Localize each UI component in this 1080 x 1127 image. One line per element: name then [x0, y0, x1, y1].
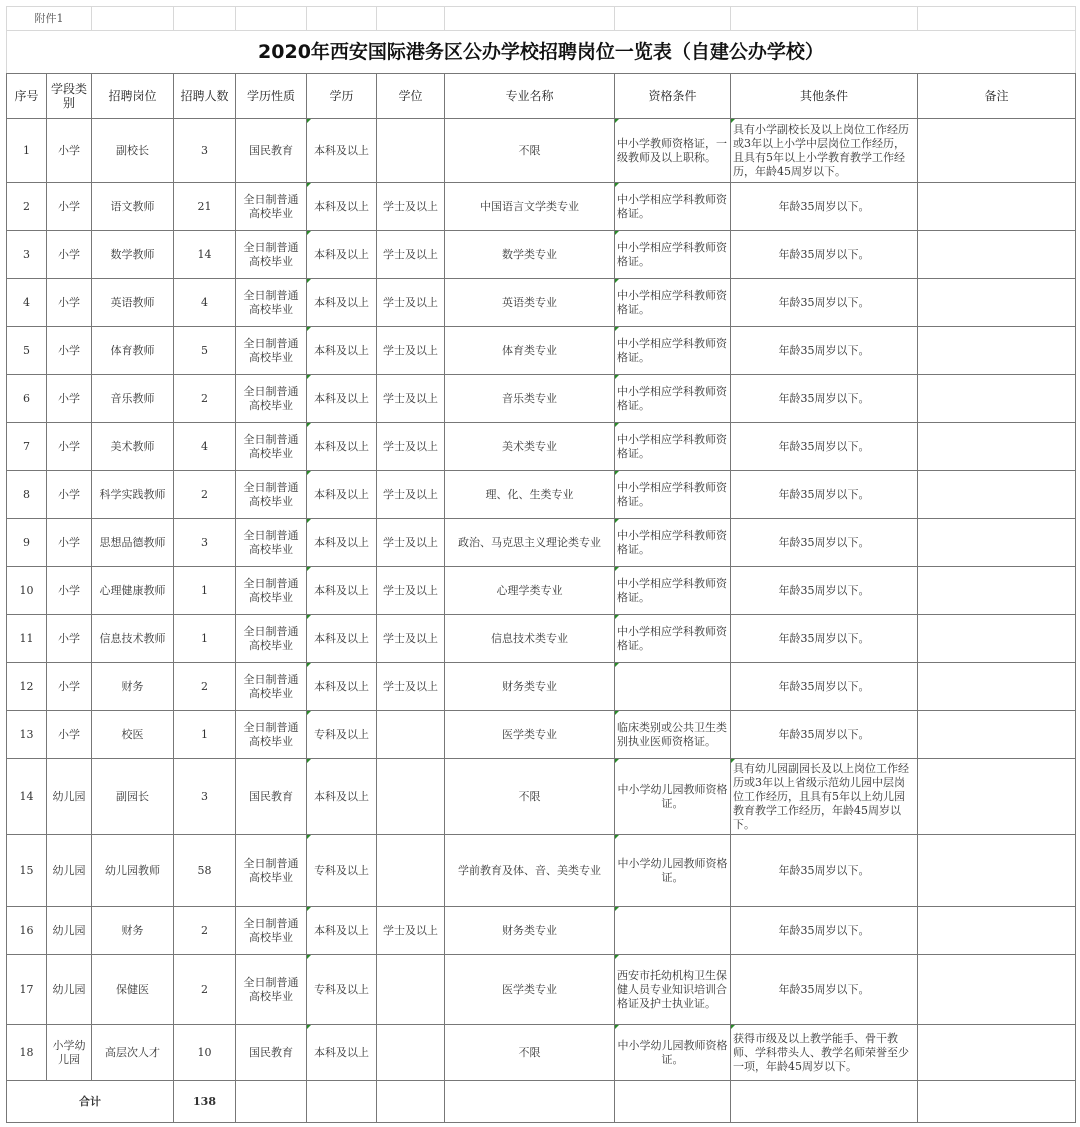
- cell-other-conditions: 年龄35周岁以下。: [731, 567, 918, 615]
- cell-education: 本科及以上: [307, 907, 377, 955]
- cell-degree: 学士及以上: [377, 663, 445, 711]
- cell-degree: 学士及以上: [377, 375, 445, 423]
- cell-major: 不限: [445, 119, 615, 183]
- cell-qualification: 中小学相应学科教师资格证。: [615, 519, 731, 567]
- cell-index: 10: [7, 567, 47, 615]
- table-row: [7, 375, 1076, 423]
- cell-position: 英语教师: [92, 279, 174, 327]
- cell-position: 保健医: [92, 955, 174, 1025]
- cell-education: 本科及以上: [307, 471, 377, 519]
- cell-qualification: 中小学相应学科教师资格证。: [615, 375, 731, 423]
- cell-major: 财务类专业: [445, 663, 615, 711]
- cell-qualification: 中小学相应学科教师资格证。: [615, 231, 731, 279]
- cell-qualification: 临床类别或公共卫生类别执业医师资格证。: [615, 711, 731, 759]
- cell-stage: 小学: [47, 663, 92, 711]
- cell-education: 本科及以上: [307, 327, 377, 375]
- cell-major: 心理学类专业: [445, 567, 615, 615]
- cell-stage: 小学: [47, 471, 92, 519]
- cell-other-conditions: 年龄35周岁以下。: [731, 327, 918, 375]
- table-row: [7, 759, 1076, 835]
- cell-position: 财务: [92, 663, 174, 711]
- cell-position: 思想品德教师: [92, 519, 174, 567]
- cell-count: 4: [174, 423, 236, 471]
- cell-edu-type: 全日制普通高校毕业: [236, 471, 307, 519]
- cell-edu-type: 全日制普通高校毕业: [236, 711, 307, 759]
- cell-index: 2: [7, 183, 47, 231]
- cell-remarks: [918, 279, 1076, 327]
- cell-remarks: [918, 231, 1076, 279]
- cell-remarks: [918, 1025, 1076, 1081]
- cell-other-conditions: 年龄35周岁以下。: [731, 519, 918, 567]
- cell-remarks: [918, 471, 1076, 519]
- cell-other-conditions: 年龄35周岁以下。: [731, 955, 918, 1025]
- cell-degree: 学士及以上: [377, 471, 445, 519]
- cell-education: 本科及以上: [307, 567, 377, 615]
- cell-edu-type: 国民教育: [236, 759, 307, 835]
- cell-count: 1: [174, 567, 236, 615]
- column-header: 学位: [377, 74, 445, 119]
- column-header: 备注: [918, 74, 1076, 119]
- cell-education: 本科及以上: [307, 423, 377, 471]
- cell-other-conditions: 年龄35周岁以下。: [731, 375, 918, 423]
- cell-index: 14: [7, 759, 47, 835]
- cell-count: 3: [174, 119, 236, 183]
- cell-edu-type: 全日制普通高校毕业: [236, 231, 307, 279]
- table-row: [7, 423, 1076, 471]
- cell-edu-type: 国民教育: [236, 1025, 307, 1081]
- cell-major: 理、化、生类专业: [445, 471, 615, 519]
- cell-count: 21: [174, 183, 236, 231]
- cell-stage: 小学: [47, 375, 92, 423]
- table-row: [7, 231, 1076, 279]
- cell-position: 数学教师: [92, 231, 174, 279]
- total-label: 合计: [7, 1081, 174, 1123]
- empty-cell: [445, 1081, 615, 1123]
- cell-position: 美术教师: [92, 423, 174, 471]
- table-row: [7, 907, 1076, 955]
- total-value: 138: [174, 1081, 236, 1123]
- cell-position: 信息技术教师: [92, 615, 174, 663]
- cell-remarks: [918, 519, 1076, 567]
- cell-position: 科学实践教师: [92, 471, 174, 519]
- cell-stage: 小学: [47, 183, 92, 231]
- cell-remarks: [918, 663, 1076, 711]
- cell-count: 58: [174, 835, 236, 907]
- cell-major: 中国语言文学类专业: [445, 183, 615, 231]
- cell-major: 不限: [445, 1025, 615, 1081]
- recruitment-table: [6, 6, 1076, 1123]
- cell-qualification: 中小学幼儿园教师资格证。: [615, 835, 731, 907]
- cell-stage: 小学: [47, 519, 92, 567]
- cell-education: 专科及以上: [307, 835, 377, 907]
- cell-degree: [377, 835, 445, 907]
- cell-count: 3: [174, 519, 236, 567]
- cell-other-conditions: 年龄35周岁以下。: [731, 663, 918, 711]
- table-row: [7, 119, 1076, 183]
- cell-stage: 幼儿园: [47, 835, 92, 907]
- column-header: 招聘岗位: [92, 74, 174, 119]
- cell-position: 语文教师: [92, 183, 174, 231]
- cell-position: 财务: [92, 907, 174, 955]
- cell-education: 本科及以上: [307, 519, 377, 567]
- cell-index: 8: [7, 471, 47, 519]
- cell-index: 5: [7, 327, 47, 375]
- cell-remarks: [918, 567, 1076, 615]
- cell-index: 3: [7, 231, 47, 279]
- cell-edu-type: 全日制普通高校毕业: [236, 183, 307, 231]
- cell-remarks: [918, 375, 1076, 423]
- cell-major: 医学类专业: [445, 711, 615, 759]
- table-row: [7, 835, 1076, 907]
- cell-count: 14: [174, 231, 236, 279]
- cell-education: 本科及以上: [307, 663, 377, 711]
- cell-remarks: [918, 119, 1076, 183]
- cell-stage: 小学: [47, 327, 92, 375]
- cell-degree: [377, 119, 445, 183]
- cell-other-conditions: 年龄35周岁以下。: [731, 183, 918, 231]
- cell-remarks: [918, 327, 1076, 375]
- cell-position: 副园长: [92, 759, 174, 835]
- cell-position: 高层次人才: [92, 1025, 174, 1081]
- cell-edu-type: 全日制普通高校毕业: [236, 375, 307, 423]
- cell-stage: 小学: [47, 567, 92, 615]
- cell-other-conditions: 年龄35周岁以下。: [731, 471, 918, 519]
- table-row: [7, 615, 1076, 663]
- cell-degree: 学士及以上: [377, 279, 445, 327]
- cell-degree: [377, 1025, 445, 1081]
- column-header: 学段类别: [47, 74, 92, 119]
- cell-qualification: 中小学相应学科教师资格证。: [615, 567, 731, 615]
- column-header: 招聘人数: [174, 74, 236, 119]
- cell-count: 2: [174, 955, 236, 1025]
- cell-remarks: [918, 955, 1076, 1025]
- cell-count: 1: [174, 711, 236, 759]
- cell-major: 英语类专业: [445, 279, 615, 327]
- cell-count: 5: [174, 327, 236, 375]
- cell-stage: 幼儿园: [47, 759, 92, 835]
- cell-major: 政治、马克思主义理论类专业: [445, 519, 615, 567]
- cell-stage: 小学: [47, 423, 92, 471]
- cell-major: 美术类专业: [445, 423, 615, 471]
- cell-degree: [377, 759, 445, 835]
- cell-count: 2: [174, 375, 236, 423]
- cell-index: 13: [7, 711, 47, 759]
- cell-edu-type: 全日制普通高校毕业: [236, 663, 307, 711]
- cell-remarks: [918, 615, 1076, 663]
- cell-edu-type: 全日制普通高校毕业: [236, 615, 307, 663]
- cell-qualification: [615, 663, 731, 711]
- cell-major: 财务类专业: [445, 907, 615, 955]
- column-header: 资格条件: [615, 74, 731, 119]
- cell-major: 体育类专业: [445, 327, 615, 375]
- empty-cell: [377, 1081, 445, 1123]
- total-row: [7, 1081, 1076, 1123]
- cell-degree: 学士及以上: [377, 519, 445, 567]
- cell-index: 12: [7, 663, 47, 711]
- cell-position: 副校长: [92, 119, 174, 183]
- cell-education: 本科及以上: [307, 759, 377, 835]
- cell-other-conditions: 具有小学副校长及以上岗位工作经历或3年以上小学中层岗位工作经历，且具有5年以上小学教育教学工作经历，年龄45周岁以下。: [731, 119, 918, 183]
- cell-count: 2: [174, 471, 236, 519]
- cell-index: 16: [7, 907, 47, 955]
- cell-remarks: [918, 711, 1076, 759]
- cell-degree: 学士及以上: [377, 907, 445, 955]
- cell-stage: 小学: [47, 279, 92, 327]
- cell-education: 本科及以上: [307, 231, 377, 279]
- header-row: [7, 74, 1076, 119]
- cell-degree: [377, 711, 445, 759]
- empty-cell: [918, 1081, 1076, 1123]
- cell-edu-type: 全日制普通高校毕业: [236, 327, 307, 375]
- cell-stage: 小学幼儿园: [47, 1025, 92, 1081]
- cell-stage: 小学: [47, 615, 92, 663]
- cell-qualification: 中小学相应学科教师资格证。: [615, 183, 731, 231]
- cell-qualification: 中小学教师资格证，一级教师及以上职称。: [615, 119, 731, 183]
- cell-degree: [377, 955, 445, 1025]
- cell-count: 10: [174, 1025, 236, 1081]
- cell-education: 本科及以上: [307, 183, 377, 231]
- cell-index: 7: [7, 423, 47, 471]
- column-header: 专业名称: [445, 74, 615, 119]
- cell-education: 本科及以上: [307, 119, 377, 183]
- table-row: [7, 567, 1076, 615]
- cell-other-conditions: 获得市级及以上教学能手、骨干教师、学科带头人、教学名师荣誉至少一项，年龄45周岁以下。: [731, 1025, 918, 1081]
- table-row: [7, 663, 1076, 711]
- cell-other-conditions: 年龄35周岁以下。: [731, 615, 918, 663]
- cell-qualification: 中小学相应学科教师资格证。: [615, 327, 731, 375]
- cell-position: 幼儿园教师: [92, 835, 174, 907]
- cell-index: 6: [7, 375, 47, 423]
- cell-major: 学前教育及体、音、美类专业: [445, 835, 615, 907]
- cell-remarks: [918, 759, 1076, 835]
- cell-index: 4: [7, 279, 47, 327]
- cell-qualification: 西安市托幼机构卫生保健人员专业知识培训合格证及护士执业证。: [615, 955, 731, 1025]
- cell-count: 2: [174, 663, 236, 711]
- cell-other-conditions: 具有幼儿园副园长及以上岗位工作经历或3年以上省级示范幼儿园中层岗位工作经历，且具有5年以上幼儿园教育教学工作经历，年龄45周岁以下。: [731, 759, 918, 835]
- page-title: 2020年西安国际港务区公办学校招聘岗位一览表（自建公办学校）: [7, 31, 1076, 74]
- cell-index: 17: [7, 955, 47, 1025]
- cell-position: 体育教师: [92, 327, 174, 375]
- empty-cell: [615, 1081, 731, 1123]
- table-row: [7, 183, 1076, 231]
- cell-remarks: [918, 183, 1076, 231]
- cell-education: 专科及以上: [307, 955, 377, 1025]
- cell-qualification: 中小学相应学科教师资格证。: [615, 423, 731, 471]
- cell-degree: 学士及以上: [377, 327, 445, 375]
- cell-education: 本科及以上: [307, 615, 377, 663]
- cell-index: 15: [7, 835, 47, 907]
- cell-other-conditions: 年龄35周岁以下。: [731, 907, 918, 955]
- empty-cell: [236, 1081, 307, 1123]
- cell-count: 4: [174, 279, 236, 327]
- cell-qualification: [615, 907, 731, 955]
- cell-qualification: 中小学幼儿园教师资格证。: [615, 1025, 731, 1081]
- cell-education: 本科及以上: [307, 279, 377, 327]
- column-header: 学历性质: [236, 74, 307, 119]
- table-row: [7, 519, 1076, 567]
- cell-index: 11: [7, 615, 47, 663]
- cell-major: 音乐类专业: [445, 375, 615, 423]
- attachment-row: [7, 7, 1076, 31]
- cell-qualification: 中小学相应学科教师资格证。: [615, 279, 731, 327]
- cell-remarks: [918, 423, 1076, 471]
- cell-other-conditions: 年龄35周岁以下。: [731, 711, 918, 759]
- cell-stage: 小学: [47, 711, 92, 759]
- table-row: [7, 279, 1076, 327]
- cell-count: 3: [174, 759, 236, 835]
- empty-cell: [731, 1081, 918, 1123]
- cell-stage: 幼儿园: [47, 955, 92, 1025]
- cell-index: 9: [7, 519, 47, 567]
- cell-position: 音乐教师: [92, 375, 174, 423]
- empty-cell: [307, 1081, 377, 1123]
- table-row: [7, 327, 1076, 375]
- cell-edu-type: 全日制普通高校毕业: [236, 907, 307, 955]
- cell-other-conditions: 年龄35周岁以下。: [731, 423, 918, 471]
- cell-other-conditions: 年龄35周岁以下。: [731, 279, 918, 327]
- cell-major: 不限: [445, 759, 615, 835]
- cell-count: 1: [174, 615, 236, 663]
- cell-edu-type: 全日制普通高校毕业: [236, 279, 307, 327]
- cell-edu-type: 全日制普通高校毕业: [236, 519, 307, 567]
- cell-index: 18: [7, 1025, 47, 1081]
- cell-count: 2: [174, 907, 236, 955]
- cell-degree: 学士及以上: [377, 615, 445, 663]
- cell-remarks: [918, 907, 1076, 955]
- title-row: [7, 31, 1076, 74]
- cell-degree: 学士及以上: [377, 183, 445, 231]
- cell-stage: 小学: [47, 231, 92, 279]
- cell-degree: 学士及以上: [377, 423, 445, 471]
- cell-edu-type: 国民教育: [236, 119, 307, 183]
- cell-position: 校医: [92, 711, 174, 759]
- cell-stage: 小学: [47, 119, 92, 183]
- column-header: 序号: [7, 74, 47, 119]
- cell-stage: 幼儿园: [47, 907, 92, 955]
- table-row: [7, 471, 1076, 519]
- cell-edu-type: 全日制普通高校毕业: [236, 835, 307, 907]
- cell-remarks: [918, 835, 1076, 907]
- column-header: 其他条件: [731, 74, 918, 119]
- cell-edu-type: 全日制普通高校毕业: [236, 567, 307, 615]
- cell-education: 本科及以上: [307, 1025, 377, 1081]
- attachment-label: 附件1: [7, 7, 92, 31]
- cell-major: 数学类专业: [445, 231, 615, 279]
- cell-education: 本科及以上: [307, 375, 377, 423]
- table-row: [7, 711, 1076, 759]
- cell-other-conditions: 年龄35周岁以下。: [731, 231, 918, 279]
- cell-edu-type: 全日制普通高校毕业: [236, 955, 307, 1025]
- cell-edu-type: 全日制普通高校毕业: [236, 423, 307, 471]
- cell-degree: 学士及以上: [377, 231, 445, 279]
- cell-degree: 学士及以上: [377, 567, 445, 615]
- table-row: [7, 1025, 1076, 1081]
- cell-index: 1: [7, 119, 47, 183]
- cell-education: 专科及以上: [307, 711, 377, 759]
- cell-qualification: 中小学相应学科教师资格证。: [615, 471, 731, 519]
- table-row: [7, 955, 1076, 1025]
- cell-major: 医学类专业: [445, 955, 615, 1025]
- column-header: 学历: [307, 74, 377, 119]
- cell-qualification: 中小学相应学科教师资格证。: [615, 615, 731, 663]
- cell-qualification: 中小学幼儿园教师资格证。: [615, 759, 731, 835]
- cell-position: 心理健康教师: [92, 567, 174, 615]
- cell-major: 信息技术类专业: [445, 615, 615, 663]
- cell-other-conditions: 年龄35周岁以下。: [731, 835, 918, 907]
